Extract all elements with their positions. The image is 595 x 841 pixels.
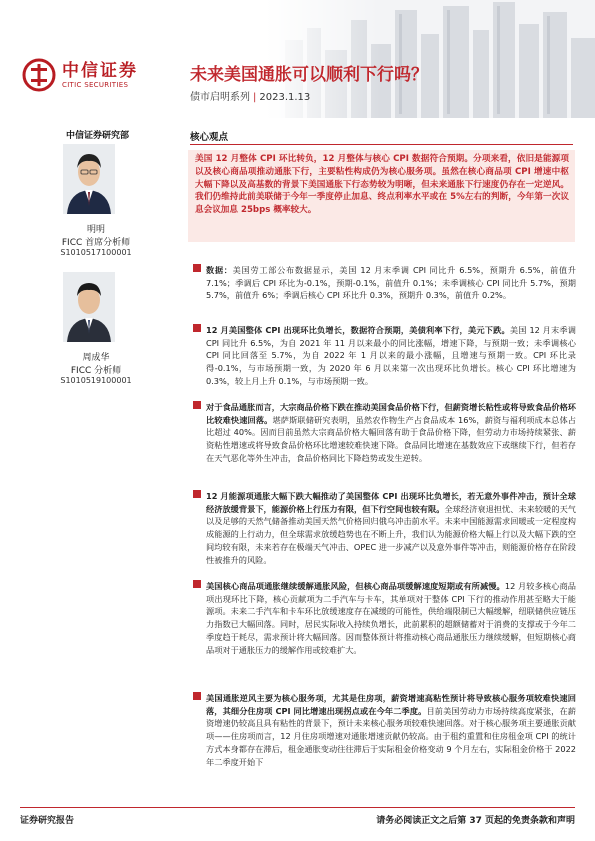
- analyst-photo-avatar: [63, 272, 115, 342]
- page-header: [0, 0, 595, 118]
- bullet-square-icon: [193, 324, 201, 332]
- bullet-square-icon: [193, 490, 201, 498]
- city-skyline-illustration: [265, 0, 595, 118]
- bullet-square-icon: [193, 401, 201, 409]
- bullet-item: [188, 490, 576, 566]
- bullet-square-icon: [193, 264, 201, 272]
- analyst-name: 周成华: [82, 353, 110, 363]
- report-series-line: [190, 88, 310, 103]
- bullet-item: [188, 692, 576, 768]
- bullet-lead: 美国核心商品项通胀继续缓解通胀风险，但核心商品项缓解速度短期或有所减慢。: [206, 581, 505, 591]
- bullet-lead: 对于食品通胀而言，大宗商品价格下跌在推动美国食品价格下行，但薪资增长粘性或将导致食品价格环比较难快速回落。: [206, 402, 576, 425]
- analyst-license-id: S1010517100001: [60, 248, 132, 257]
- bullet-text: 目前美国劳动力市场持续高度紧张，在薪资增速仍较高且具有粘性的背景下，预计未来核心服务项较难快速回落。对于核心服务项主要通胀贡献项——住房项而言，12 月住房项增速对通胀增速贡献仍较高。由于租约重置和住房租金项 CPI 的统计方式本身都存在滞后，租金通胀变动往往滞后于实际租金价格变动 9 个月左右，实际租金价格于 2022 年二季度开始下: [206, 705, 576, 767]
- citic-securities-logo: [22, 58, 138, 92]
- footer-disclaimer: 请务必阅读正文之后第 37 页起的免责条款和声明: [376, 816, 575, 826]
- bullet-text: 堪萨斯联储研究表明，虽然农作物生产占食品成本 16%，薪资与福利项成本总体占比超过 40%。因而目前虽然大宗商品价格大幅回落有助于食品价格下降，但劳动力市场持续紧张、薪资粘性增速或将导致食品价格环比增速较难快速下降。食品同比增速在基数效应下或继续下行，但若存在天气恶化等外生冲击，食品价格同比下降趋势或发生逆转。: [206, 414, 576, 463]
- footer-report-type: 证券研究报告: [20, 816, 75, 826]
- bullet-lead: 美国通胀逆风主要为核心服务项，尤其是住房项，薪资增速高粘性预计将导致核心服务项较难快速回落，其细分住房项 CPI 同比增速出现拐点或在今年二季度。: [206, 693, 576, 716]
- series-separator: |: [253, 92, 257, 103]
- bullet-square-icon: [193, 580, 201, 588]
- bullet-text: 美国 12 月末季调 CPI 同比升 6.5%，为自 2021 年 11 月以来最小的同比涨幅，增速下降，与预期一致；未季调核心 CPI 同比回落至 5.7%，为自 2022 年 1 月以来的最小涨幅，且增速与预期一致。CPI 环比录得-0.1%，与市场预期一致，为 2020 年 6 月以来第一次出现环比负增长。核心 CPI 环比增速为 0.3%，较上月上升 0.1%，与市场预期一致。: [206, 325, 576, 386]
- summary-box: 美国 12 月整体 CPI 环比转负，12 月整体与核心 CPI 数据符合预期。分项来看，依旧是能源项以及核心商品项推动通胀下行，主要粘性构成仍为核心服务项。虽然在核心商品项 CPI 增速中枢大幅下降以及高基数的背景下美国通胀下行态势较为明晰，但未来通胀下行速度仍存在一定逆风。我们仍维持此前美联储于今年一季度停止加息、终点利率水平或在 5%左右的判断，今年第一次议息会议加息 25bps 概率较大。: [188, 150, 575, 242]
- analyst-title: FICC 分析师: [70, 366, 122, 376]
- analyst-name: 明明: [86, 225, 105, 235]
- report-title: 未来美国通胀可以顺利下行吗？: [190, 65, 428, 85]
- analyst-card: [0, 144, 178, 257]
- bullet-text: 美国劳工部公布数据显示，美国 12 月末季调 CPI 同比升 6.5%，预期升 6.5%，前值升 7.1%；季调后 CPI 环比为-0.1%，预期-0.1%，前值升 0.1%；未季调核心 CPI 同比升 5.7%，预期 5.7%，前值升 6%；季调后核心 CPI 环比升 0.3%，预期升 0.3%，前值升 0.2%。: [206, 265, 576, 301]
- bullet-item: [188, 264, 576, 302]
- analyst-title: FICC 首席分析师: [61, 238, 131, 248]
- bullet-lead: 数据：: [206, 265, 233, 275]
- section-title: 核心观点: [190, 132, 229, 143]
- report-series: 债市启明系列: [190, 92, 250, 103]
- brand-name-cn: 中信证券: [62, 60, 138, 81]
- footer-divider: [20, 807, 575, 808]
- bullet-square-icon: [193, 692, 201, 700]
- section-divider: [190, 144, 573, 145]
- analyst-photo-avatar: [63, 144, 115, 214]
- bullet-lead: 12 月美国整体 CPI 出现环比负增长，数据符合预期，美债利率下行，美元下跌。: [206, 325, 510, 335]
- analyst-card: [0, 272, 178, 385]
- bullet-lead: 12 月能源项通胀大幅下跌大幅推动了美国整体 CPI 出现环比负增长，若无意外事件冲击，预计全球经济放缓背景下，能源价格上行压力有限，但下行空间也较有限。: [206, 491, 576, 514]
- analyst-license-id: S1010519100001: [60, 376, 132, 385]
- bullet-item: [188, 580, 576, 656]
- bullet-text: 全球经济衰退担忧、未来较暖的天气以及足够的天然气储备推动美国天然气价格回归俄乌冲击前水平。未来中国能源需求回暖或一定程度构成能源的上行动力，但全球需求放缓趋势也在不断上升，我们认为能源价格大幅上行以及大幅下跌的空间均较有限，未来若存在极端天气冲击、OPEC 进一步减产以及意外事件等冲击，则能源价格存在阶段性被推升的风险。: [206, 503, 576, 565]
- research-dept-heading: 中信证券研究部: [66, 131, 130, 141]
- bullet-item: [188, 324, 576, 388]
- bullet-item: [188, 401, 576, 465]
- report-date: 2023.1.13: [259, 92, 311, 103]
- brand-name-en: CITIC SECURITIES: [62, 80, 129, 89]
- bullet-text: 12 月较多核心商品项出现环比下降，核心贡献项为二手汽车与卡车，其单项对于整体 CPI 下行的推动作用甚至略大于能源项。未来二手汽车和卡车环比放缓速度存在减缓的可能性，供给端限制已大幅缓解，纽联储供应链压力指数已大幅回落。同时，居民实际收入持续负增长，此前累积的超额储蓄对于消费的支撑或于今年二季度趋于耗尽，需求预计将大幅回落。因而整体预计将推动核心商品通胀压力继续缓解，但短期核心商品项对于通胀压力的缓解作用或较难扩大。: [206, 581, 576, 655]
- citic-logo-icon: [22, 58, 56, 92]
